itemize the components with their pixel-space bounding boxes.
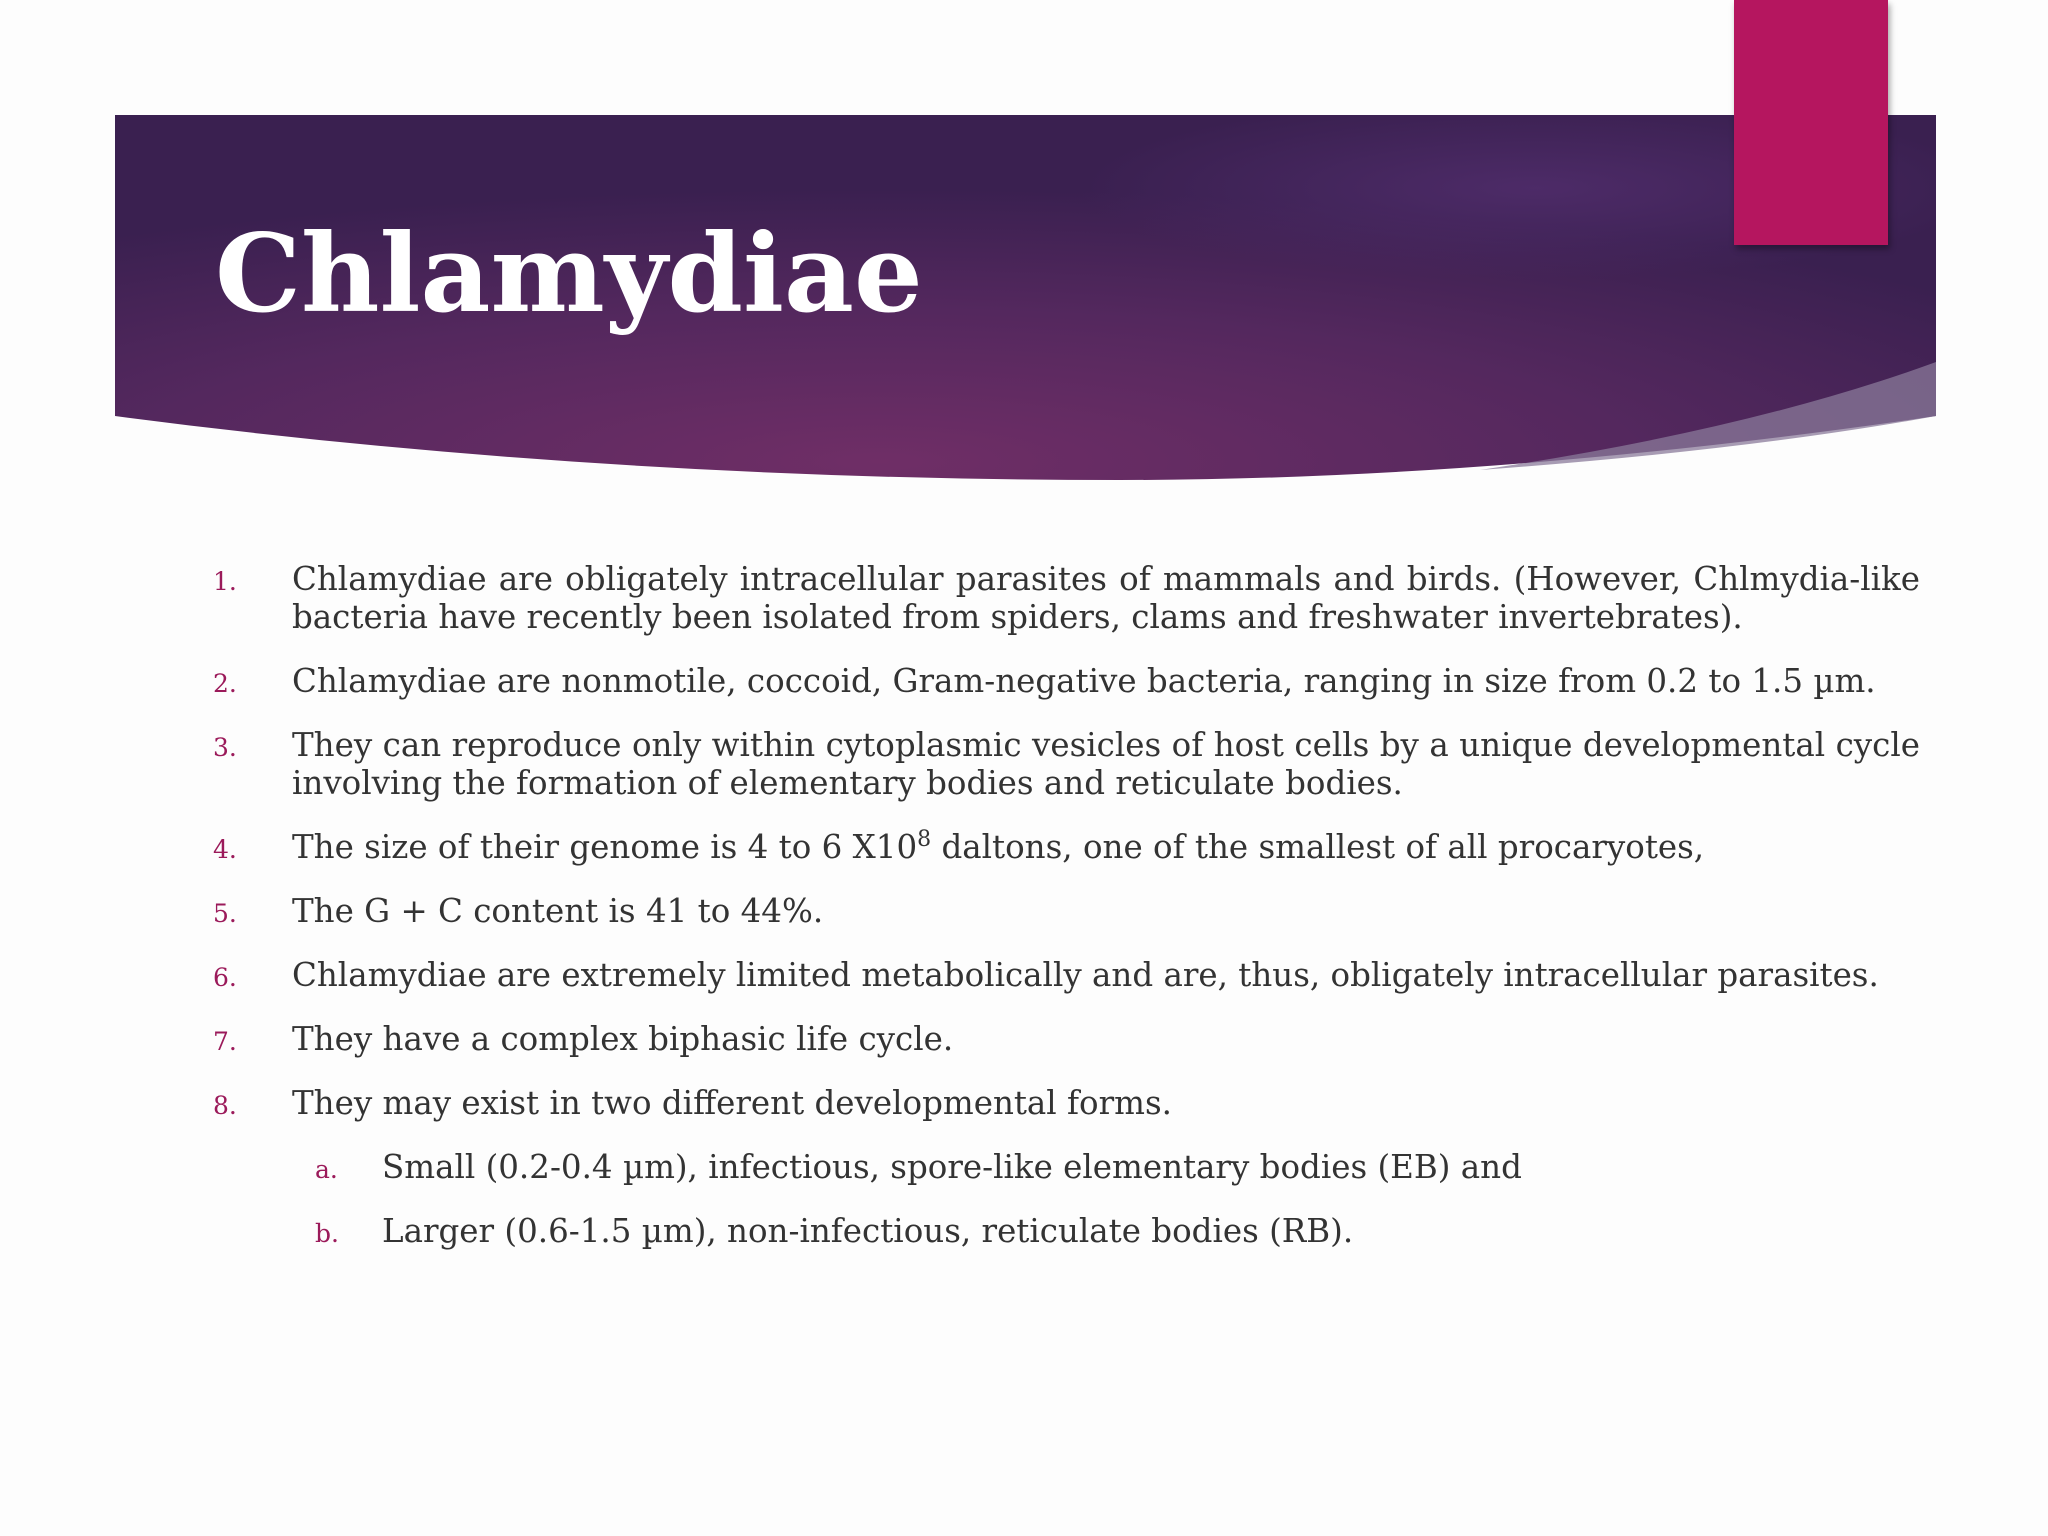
list-item xyxy=(210,1084,1920,1122)
list-item xyxy=(210,662,1920,700)
numbered-list xyxy=(210,560,1920,1276)
list-text-part: The size of their genome is 4 to 6 X10 xyxy=(292,828,918,866)
sub-list-letter: b. xyxy=(315,1219,339,1248)
sub-list-text: Larger (0.6-1.5 µm), non-infectious, reticulate bodies (RB). xyxy=(382,1212,1354,1250)
list-item xyxy=(210,726,1920,802)
list-text: The G + C content is 41 to 44%. xyxy=(292,892,824,930)
list-item xyxy=(210,956,1920,994)
list-text: They can reproduce only within cytoplasmic vesicles of host cells by a unique developmental cycle involving the formation of elementary bodies and reticulate bodies. xyxy=(292,726,1920,802)
sub-list-letter: a. xyxy=(315,1155,338,1184)
list-number: 7. xyxy=(213,1027,237,1056)
exponent: 8 xyxy=(917,827,932,853)
sub-list-item xyxy=(210,1148,1920,1186)
sub-list-text: Small (0.2-0.4 µm), infectious, spore-like elementary bodies (EB) and xyxy=(382,1148,1522,1186)
list-number: 2. xyxy=(213,669,237,698)
slide-title: Chlamydiae xyxy=(215,211,923,337)
list-number: 8. xyxy=(213,1091,237,1120)
list-number: 1. xyxy=(213,567,237,596)
list-text: They may exist in two different developmental forms. xyxy=(292,1084,1172,1122)
list-number: 4. xyxy=(213,835,237,864)
list-item xyxy=(210,560,1920,636)
list-number: 5. xyxy=(213,899,237,928)
sub-list-item xyxy=(210,1212,1920,1250)
list-text: Chlamydiae are extremely limited metabolically and are, thus, obligately intracellular parasites. xyxy=(292,956,1879,994)
list-text: They have a complex biphasic life cycle. xyxy=(292,1020,954,1058)
list-item xyxy=(210,1020,1920,1058)
list-text xyxy=(292,828,1704,866)
list-number: 6. xyxy=(213,963,237,992)
list-item xyxy=(210,828,1920,866)
list-text: Chlamydiae are obligately intracellular parasites of mammals and birds. (However, Chlmydia-like bacteria have recently been isolated from spiders, clams and freshwater invertebrates). xyxy=(292,560,1920,636)
list-number: 3. xyxy=(213,733,237,762)
accent-tab xyxy=(1734,0,1888,245)
list-text: Chlamydiae are nonmotile, coccoid, Gram-negative bacteria, ranging in size from 0.2 to 1.5 µm. xyxy=(292,662,1876,700)
list-text-part: daltons, one of the smallest of all procaryotes, xyxy=(931,828,1705,866)
list-item xyxy=(210,892,1920,930)
